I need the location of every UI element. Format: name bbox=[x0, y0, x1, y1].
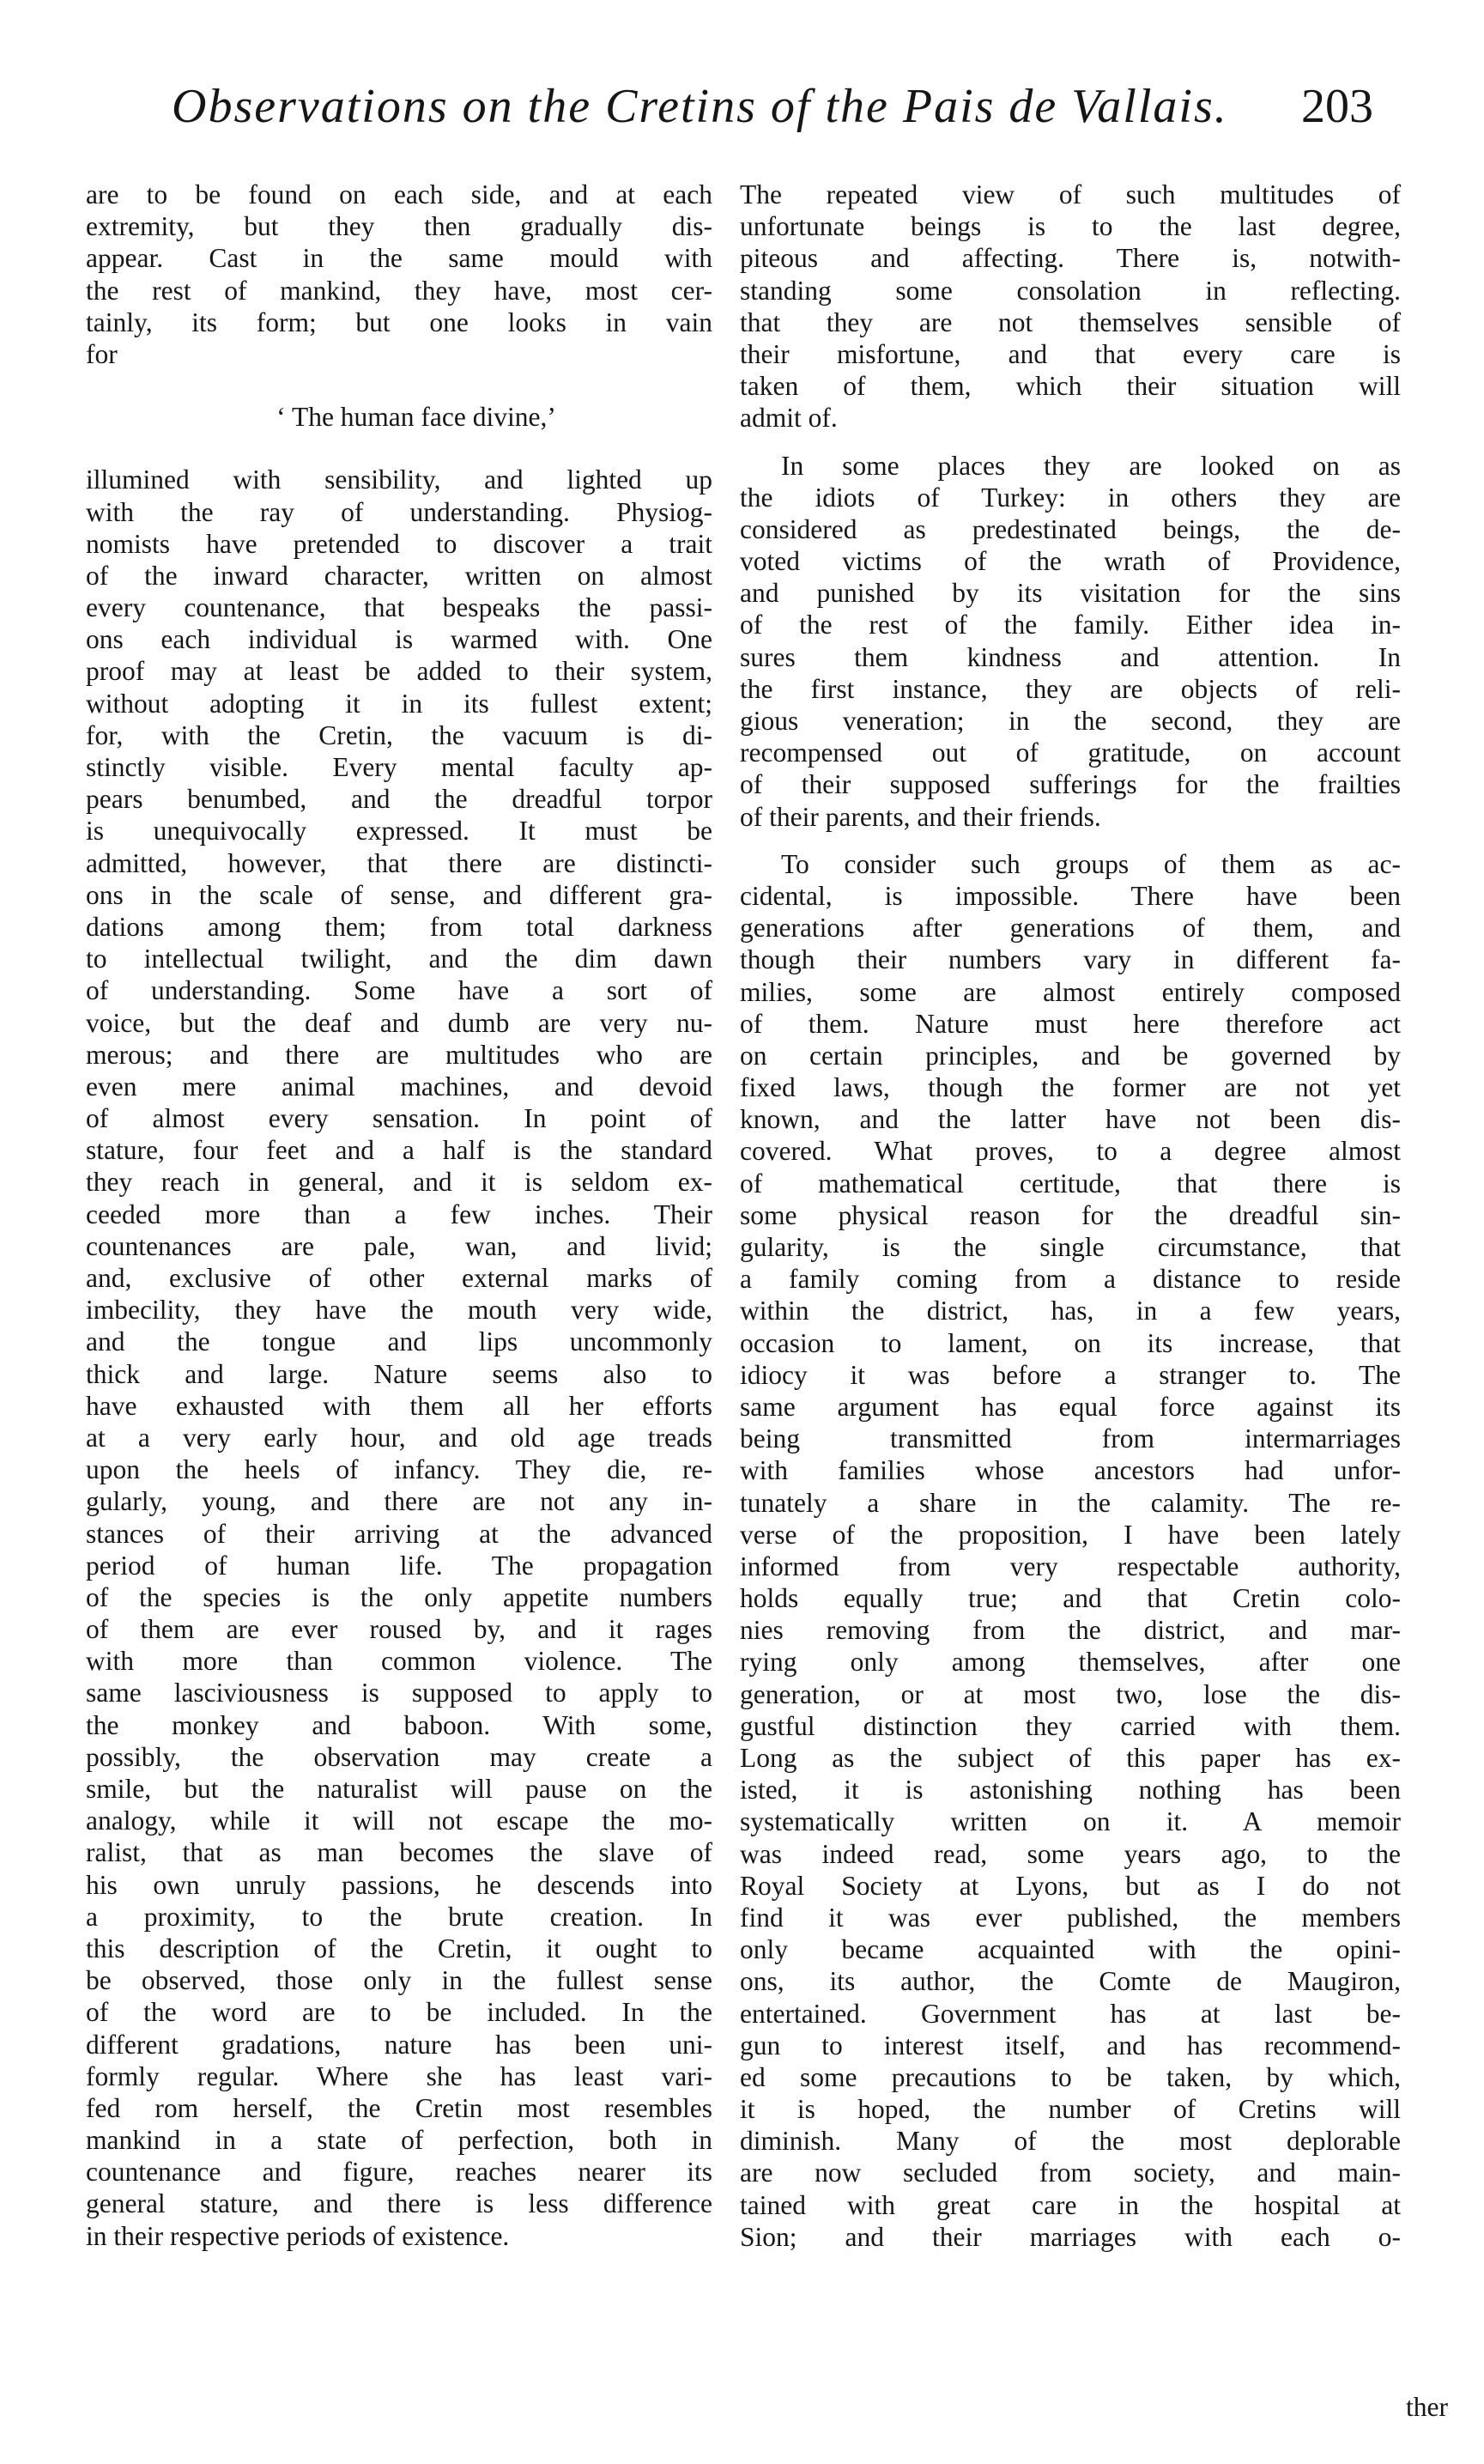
text-line: for, with the Cretin, the vacuum is di- bbox=[86, 719, 712, 750]
text-line: ons in the scale of sense, and different gra- bbox=[86, 879, 712, 910]
text-line: sures them kindness and attention. In bbox=[740, 641, 1401, 672]
text-line: fixed laws, though the former are not yet bbox=[740, 1072, 1401, 1103]
text-line: analogy, while it will not escape the mo- bbox=[86, 1806, 712, 1836]
text-line: for bbox=[86, 338, 118, 369]
text-line: have exhausted with them all her efforts bbox=[86, 1390, 712, 1421]
text-line: ons, its author, the Comte de Maugiron, bbox=[740, 1966, 1401, 1997]
text-line: diminish. Many of the most deplorable bbox=[740, 2126, 1401, 2157]
text-line: gularly, young, and there are not any in- bbox=[86, 1486, 712, 1517]
text-line: systematically written on it. A memoir bbox=[740, 1806, 1401, 1837]
text-line: admit of. bbox=[740, 403, 838, 434]
text-line: voice, but the deaf and dumb are very nu- bbox=[86, 1007, 712, 1038]
text-line: fed rom herself, the Cretin most resembles bbox=[86, 2092, 712, 2123]
text-line: gustful distinction they carried with them. bbox=[740, 1710, 1401, 1741]
text-line: of the inward character, written on almost bbox=[86, 560, 712, 591]
text-line: with the ray of understanding. Physiog- bbox=[86, 496, 712, 527]
left-column bbox=[86, 179, 712, 2252]
text-line: is unequivocally expressed. It must be bbox=[86, 816, 712, 847]
text-line: nomists have pretended to discover a trait bbox=[86, 528, 712, 559]
text-line: with families whose ancestors had unfor- bbox=[740, 1455, 1401, 1486]
text-line: milies, some are almost entirely composed bbox=[740, 976, 1401, 1007]
text-line: generation, or at most two, lose the dis- bbox=[740, 1678, 1401, 1709]
text-line: ceeded more than a few inches. Their bbox=[86, 1199, 712, 1229]
text-line: being transmitted from intermarriages bbox=[740, 1423, 1401, 1454]
text-line: it is hoped, the number of Cretins will bbox=[740, 2094, 1401, 2125]
text-line: gious veneration; in the second, they are bbox=[740, 706, 1401, 736]
text-line: illumined with sensibility, and lighted up bbox=[86, 464, 712, 495]
text-line: that they are not themselves sensible of bbox=[740, 306, 1401, 337]
text-line: dations among them; from total darkness bbox=[86, 911, 712, 942]
text-line: the rest of mankind, they have, most cer- bbox=[86, 275, 712, 306]
page-number: 203 bbox=[1301, 80, 1373, 133]
text-line: thick and large. Nature seems also to bbox=[86, 1358, 712, 1389]
text-line: this description of the Cretin, it ought to bbox=[86, 1933, 712, 1963]
text-line: period of human life. The propagation bbox=[86, 1550, 712, 1581]
text-line: ed some precautions to be taken, by which, bbox=[740, 2061, 1401, 2092]
text-line: the first instance, they are objects of reli- bbox=[740, 673, 1401, 704]
text-line: general stature, and there is less difference bbox=[86, 2188, 712, 2219]
text-line: within the district, has, in a few years, bbox=[740, 1296, 1401, 1326]
text-line: taken of them, which their situation will bbox=[740, 371, 1401, 402]
text-line: Long as the subject of this paper has ex- bbox=[740, 1743, 1401, 1773]
text-line: of almost every sensation. In point of bbox=[86, 1103, 712, 1134]
text-line: smile, but the naturalist will pause on the bbox=[86, 1774, 712, 1804]
text-line: The repeated view of such multitudes of bbox=[740, 179, 1401, 209]
text-line: entertained. Government has at last be- bbox=[740, 1998, 1401, 2029]
catchword: ther bbox=[1406, 2392, 1448, 2422]
text-line: of their parents, and their friends. bbox=[740, 801, 1101, 832]
right-column bbox=[740, 179, 1401, 2253]
text-line: of understanding. Some have a sort of bbox=[86, 975, 712, 1006]
text-line: isted, it is astonishing nothing has been bbox=[740, 1775, 1401, 1806]
text-line: upon the heels of infancy. They die, re- bbox=[86, 1454, 712, 1485]
text-line: generations after generations of them, and bbox=[740, 913, 1401, 944]
text-line: imbecility, they have the mouth very wide, bbox=[86, 1295, 712, 1326]
block-quote: ‘ The human face divine,’ bbox=[276, 402, 556, 433]
text-line: merous; and there are multitudes who are bbox=[86, 1039, 712, 1070]
text-line: piteous and affecting. There is, notwith- bbox=[740, 243, 1401, 274]
text-line: To consider such groups of them as ac- bbox=[781, 848, 1401, 879]
text-line: every countenance, that bespeaks the passi- bbox=[86, 592, 712, 623]
text-line: idiocy it was before a stranger to. The bbox=[740, 1359, 1401, 1390]
text-line: tained with great care in the hospital at bbox=[740, 2189, 1401, 2220]
text-line: a proximity, to the brute creation. In bbox=[86, 1901, 712, 1932]
text-line: standing some consolation in reflecting. bbox=[740, 275, 1401, 306]
text-line: mankind in a state of perfection, both in bbox=[86, 2125, 712, 2156]
text-line: Royal Society at Lyons, but as I do not bbox=[740, 1870, 1401, 1901]
text-line: cidental, is impossible. There have been bbox=[740, 880, 1401, 911]
text-line: gularity, is the single circumstance, that bbox=[740, 1232, 1401, 1262]
text-line: was indeed read, some years ago, to the bbox=[740, 1838, 1401, 1869]
text-line: a family coming from a distance to reside bbox=[740, 1264, 1401, 1295]
text-line: to intellectual twilight, and the dim dawn bbox=[86, 944, 712, 974]
text-line: rying only among themselves, after one bbox=[740, 1647, 1401, 1678]
text-line: same lasciviousness is supposed to apply to bbox=[86, 1678, 712, 1708]
text-line: of the word are to be included. In the bbox=[86, 1997, 712, 2028]
text-line: of the rest of the family. Either idea in- bbox=[740, 610, 1401, 640]
text-line: even mere animal machines, and devoid bbox=[86, 1071, 712, 1102]
text-line: on certain principles, and be governed by bbox=[740, 1040, 1401, 1071]
text-line: some physical reason for the dreadful sin- bbox=[740, 1199, 1401, 1230]
running-head bbox=[172, 79, 1373, 148]
text-line: different gradations, nature has been uni- bbox=[86, 2029, 712, 2060]
text-line: tunately a share in the calamity. The re- bbox=[740, 1487, 1401, 1518]
text-line: same argument has equal force against its bbox=[740, 1391, 1401, 1422]
text-line: stances of their arriving at the advanced bbox=[86, 1518, 712, 1549]
text-line: stinctly visible. Every mental faculty ap- bbox=[86, 752, 712, 782]
text-line: voted victims of the wrath of Providence, bbox=[740, 546, 1401, 577]
text-line: of their supposed sufferings for the frailties bbox=[740, 769, 1401, 800]
text-line: of mathematical certitude, that there is bbox=[740, 1168, 1401, 1199]
text-line: are now secluded from society, and main- bbox=[740, 2158, 1401, 2188]
text-line: covered. What proves, to a degree almost bbox=[740, 1136, 1401, 1167]
text-line: Sion; and their marriages with each o- bbox=[740, 2221, 1401, 2252]
text-line: they reach in general, and it is seldom ex- bbox=[86, 1167, 712, 1198]
text-line: the monkey and baboon. With some, bbox=[86, 1709, 712, 1740]
text-line: of them. Nature must here therefore act bbox=[740, 1008, 1401, 1039]
text-line: ralist, that as man becomes the slave of bbox=[86, 1837, 712, 1868]
text-line: possibly, the observation may create a bbox=[86, 1741, 712, 1772]
text-line: formly regular. Where she has least vari- bbox=[86, 2060, 712, 2091]
text-line: proof may at least be added to their system, bbox=[86, 656, 712, 687]
text-line: though their numbers vary in different fa- bbox=[740, 944, 1401, 975]
text-line: gun to interest itself, and has recommend- bbox=[740, 2030, 1401, 2060]
text-line: with more than common violence. The bbox=[86, 1646, 712, 1677]
text-line: considered as predestinated beings, the de- bbox=[740, 513, 1401, 544]
text-line: tainly, its form; but one looks in vain bbox=[86, 306, 712, 337]
text-line: in their respective periods of existence. bbox=[86, 2220, 510, 2251]
text-line: at a very early hour, and old age treads bbox=[86, 1422, 712, 1453]
text-line: of them are ever roused by, and it rages bbox=[86, 1614, 712, 1645]
text-line: unfortunate beings is to the last degree, bbox=[740, 211, 1401, 242]
text-line: countenances are pale, wan, and livid; bbox=[86, 1230, 712, 1261]
text-line: their misfortune, and that every care is bbox=[740, 338, 1401, 369]
text-line: In some places they are looked on as bbox=[781, 450, 1401, 481]
text-line: stature, four feet and a half is the standard bbox=[86, 1135, 712, 1166]
text-line: recompensed out of gratitude, on account bbox=[740, 737, 1401, 768]
text-line: countenance and figure, reaches nearer its bbox=[86, 2157, 712, 2188]
text-line: and the tongue and lips uncommonly bbox=[86, 1326, 712, 1357]
text-line: and punished by its visitation for the sins bbox=[740, 578, 1401, 609]
text-line: nies removing from the district, and mar- bbox=[740, 1615, 1401, 1646]
text-line: holds equally true; and that Cretin colo- bbox=[740, 1583, 1401, 1614]
text-line: be observed, those only in the fullest sense bbox=[86, 1965, 712, 1996]
text-line: without adopting it in its fullest extent; bbox=[86, 688, 712, 719]
text-line: known, and the latter have not been dis- bbox=[740, 1104, 1401, 1135]
text-line: verse of the proposition, I have been lately bbox=[740, 1519, 1401, 1550]
text-line: only became acquainted with the opini- bbox=[740, 1934, 1401, 1965]
running-title: Observations on the Cretins of the Pais de Vallais. bbox=[172, 80, 1228, 133]
text-line: find it was ever published, the members bbox=[740, 1902, 1401, 1933]
text-line: and, exclusive of other external marks of bbox=[86, 1263, 712, 1293]
text-line: admitted, however, that there are distincti- bbox=[86, 847, 712, 878]
text-line: the idiots of Turkey: in others they are bbox=[740, 482, 1401, 513]
text-line: appear. Cast in the same mould with bbox=[86, 243, 712, 274]
text-line: ons each individual is warmed with. One bbox=[86, 624, 712, 655]
text-line: extremity, but they then gradually dis- bbox=[86, 211, 712, 242]
text-line: of the species is the only appetite numbers bbox=[86, 1581, 712, 1612]
text-line: are to be found on each side, and at each bbox=[86, 179, 712, 209]
text-line: occasion to lament, on its increase, that bbox=[740, 1327, 1401, 1358]
text-line: pears benumbed, and the dreadful torpor bbox=[86, 784, 712, 815]
text-line: his own unruly passions, he descends into bbox=[86, 1869, 712, 1900]
text-line: informed from very respectable authority, bbox=[740, 1551, 1401, 1581]
